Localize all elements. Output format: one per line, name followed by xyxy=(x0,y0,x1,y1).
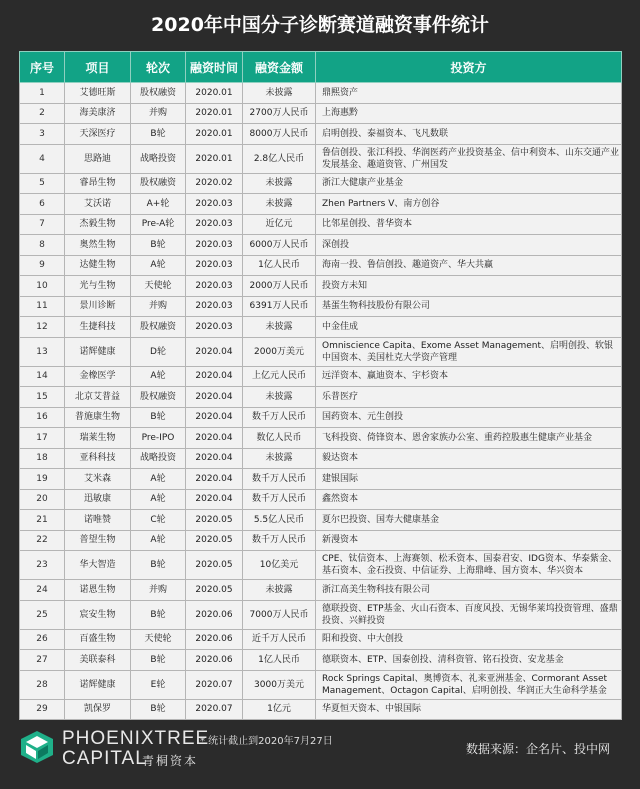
cell-project: 迅敏康 xyxy=(65,489,131,510)
cell-round: B轮 xyxy=(131,235,186,256)
cell-project: 睿昂生物 xyxy=(65,173,131,194)
cell-round: B轮 xyxy=(131,650,186,671)
cell-date: 2020.04 xyxy=(186,407,243,428)
cell-investors: 新漫资本 xyxy=(316,530,622,551)
cell-project: 凯保罗 xyxy=(65,699,131,720)
cell-round: Pre-A轮 xyxy=(131,214,186,235)
table-row xyxy=(20,337,622,366)
cell-index: 10 xyxy=(20,276,65,297)
cell-round: E轮 xyxy=(131,670,186,699)
cell-investors: Rock Springs Capital、奥博资本、礼来亚洲基金、Cormorant Asset Management、Octagon Capital、启明创投、华润正大生命科学基金 xyxy=(316,670,622,699)
cell-date: 2020.07 xyxy=(186,670,243,699)
brand-name-line2: CAPITAL xyxy=(62,748,147,769)
cell-index: 12 xyxy=(20,317,65,338)
cell-index: 1 xyxy=(20,83,65,104)
cell-date: 2020.01 xyxy=(186,103,243,124)
table-header-row xyxy=(20,52,622,83)
cell-round: 天使轮 xyxy=(131,629,186,650)
cell-round: 股权融资 xyxy=(131,173,186,194)
cell-project: 诺恩生物 xyxy=(65,580,131,601)
cell-amount: 3000万美元 xyxy=(243,670,316,699)
cell-investors: 投资方未知 xyxy=(316,276,622,297)
cell-project: 北京艾普益 xyxy=(65,387,131,408)
cell-investors: 德联投资、ETP基金、火山石资本、百度风投、无锡华莱坞投资管理、盛鼎投资、兴鲜投资 xyxy=(316,600,622,629)
cell-amount: 数亿人民币 xyxy=(243,428,316,449)
cell-amount: 未披露 xyxy=(243,317,316,338)
table-row xyxy=(20,317,622,338)
table-row xyxy=(20,670,622,699)
cell-amount: 未披露 xyxy=(243,387,316,408)
cell-date: 2020.05 xyxy=(186,530,243,551)
cell-investors: 建银国际 xyxy=(316,469,622,490)
cell-investors: CPE、钛信资本、上海赛领、松禾资本、国泰君安、IDG资本、华泰紫金、基石资本、金石投资、中信证券、上海鼎峰、国方资本、华兴资本 xyxy=(316,551,622,580)
header-investors: 投资方 xyxy=(316,52,622,83)
table-row xyxy=(20,214,622,235)
cell-index: 21 xyxy=(20,510,65,531)
brand-name-line1: PHOENIXTREE xyxy=(62,728,210,749)
cell-index: 25 xyxy=(20,600,65,629)
cell-round: 天使轮 xyxy=(131,276,186,297)
footnote-cutoff-date: * 统计截止到2020年7月27日 xyxy=(200,736,333,747)
cell-project: 达健生物 xyxy=(65,255,131,276)
cell-amount: 6000万人民币 xyxy=(243,235,316,256)
cell-date: 2020.05 xyxy=(186,551,243,580)
cell-index: 23 xyxy=(20,551,65,580)
cell-round: 并购 xyxy=(131,580,186,601)
cell-date: 2020.03 xyxy=(186,194,243,215)
cell-investors: 上海惠黔 xyxy=(316,103,622,124)
cell-date: 2020.06 xyxy=(186,629,243,650)
cell-date: 2020.01 xyxy=(186,124,243,145)
cell-date: 2020.07 xyxy=(186,699,243,720)
cell-investors: 深创投 xyxy=(316,235,622,256)
data-source: 数据来源：企名片、投中网 xyxy=(465,742,610,756)
cell-project: 诺辉健康 xyxy=(65,337,131,366)
cell-amount: 未披露 xyxy=(243,173,316,194)
header-date: 融资时间 xyxy=(186,52,243,83)
brand-name-chinese: 青桐资本 xyxy=(142,754,199,768)
cell-date: 2020.04 xyxy=(186,387,243,408)
cell-project: 杰毅生物 xyxy=(65,214,131,235)
cell-investors: 阳和投资、中大创投 xyxy=(316,629,622,650)
cell-round: 战略投资 xyxy=(131,144,186,173)
table-row xyxy=(20,629,622,650)
cell-project: 美联泰科 xyxy=(65,650,131,671)
cell-investors: 启明创投、泰福资本、飞凡数联 xyxy=(316,124,622,145)
cell-index: 27 xyxy=(20,650,65,671)
table-row xyxy=(20,580,622,601)
cell-index: 4 xyxy=(20,144,65,173)
cell-project: 天深医疗 xyxy=(65,124,131,145)
cell-index: 13 xyxy=(20,337,65,366)
cell-investors: 德联资本、ETP、国泰创投、清科资管、铭石投资、安龙基金 xyxy=(316,650,622,671)
cell-amount: 6391万人民币 xyxy=(243,296,316,317)
cell-date: 2020.04 xyxy=(186,428,243,449)
cell-index: 28 xyxy=(20,670,65,699)
cell-investors: 毅达资本 xyxy=(316,448,622,469)
cell-index: 19 xyxy=(20,469,65,490)
cell-round: A轮 xyxy=(131,366,186,387)
cell-amount: 数千万人民币 xyxy=(243,469,316,490)
cell-index: 7 xyxy=(20,214,65,235)
cell-index: 3 xyxy=(20,124,65,145)
cell-round: D轮 xyxy=(131,337,186,366)
cell-amount: 1亿人民币 xyxy=(243,255,316,276)
cell-date: 2020.03 xyxy=(186,255,243,276)
cell-index: 18 xyxy=(20,448,65,469)
cell-investors: 鲁信创投、张江科投、华润医药产业投资基金、信中利资本、山东交通产业发展基金、趣道资管、广州国发 xyxy=(316,144,622,173)
cell-investors: Zhen Partners V、南方创谷 xyxy=(316,194,622,215)
page-title: 2020年中国分子诊断赛道融资事件统计 xyxy=(151,14,489,36)
table-row xyxy=(20,489,622,510)
cell-amount: 1亿人民币 xyxy=(243,650,316,671)
cell-amount: 8000万人民币 xyxy=(243,124,316,145)
header-index: 序号 xyxy=(20,52,65,83)
cell-amount: 2000万美元 xyxy=(243,337,316,366)
cell-investors: 基蛋生物科技股份有限公司 xyxy=(316,296,622,317)
cell-date: 2020.03 xyxy=(186,296,243,317)
cell-amount: 2000万人民币 xyxy=(243,276,316,297)
cell-project: 百盛生物 xyxy=(65,629,131,650)
cell-investors: 海南一投、鲁信创投、趣道资产、华大共赢 xyxy=(316,255,622,276)
table-row xyxy=(20,276,622,297)
cell-date: 2020.02 xyxy=(186,173,243,194)
table-row xyxy=(20,296,622,317)
cell-round: 股权融资 xyxy=(131,83,186,104)
table-row xyxy=(20,387,622,408)
cell-date: 2020.04 xyxy=(186,337,243,366)
cell-amount: 未披露 xyxy=(243,194,316,215)
cell-amount: 未披露 xyxy=(243,83,316,104)
header-project: 项目 xyxy=(65,52,131,83)
header-amount: 融资金额 xyxy=(243,52,316,83)
cell-investors: 国药资本、元生创投 xyxy=(316,407,622,428)
table-row xyxy=(20,428,622,449)
table-row xyxy=(20,699,622,720)
footer xyxy=(0,724,640,784)
cell-project: 普望生物 xyxy=(65,530,131,551)
cell-amount: 未披露 xyxy=(243,448,316,469)
cell-round: 股权融资 xyxy=(131,387,186,408)
cell-date: 2020.03 xyxy=(186,235,243,256)
table-row xyxy=(20,448,622,469)
cell-amount: 1亿元 xyxy=(243,699,316,720)
cell-index: 29 xyxy=(20,699,65,720)
cell-investors: 乐普医疗 xyxy=(316,387,622,408)
header-round: 轮次 xyxy=(131,52,186,83)
funding-table xyxy=(19,51,622,720)
cell-round: 并购 xyxy=(131,296,186,317)
cell-project: 艾德旺斯 xyxy=(65,83,131,104)
table-row xyxy=(20,650,622,671)
cell-date: 2020.05 xyxy=(186,580,243,601)
table-row xyxy=(20,144,622,173)
cell-investors: 比邻星创投、普华资本 xyxy=(316,214,622,235)
cell-index: 14 xyxy=(20,366,65,387)
cell-project: 奥然生物 xyxy=(65,235,131,256)
cell-date: 2020.01 xyxy=(186,83,243,104)
cell-date: 2020.06 xyxy=(186,650,243,671)
table-row xyxy=(20,124,622,145)
cell-amount: 近千万人民币 xyxy=(243,629,316,650)
cell-date: 2020.03 xyxy=(186,214,243,235)
cell-date: 2020.04 xyxy=(186,366,243,387)
cell-project: 艾米森 xyxy=(65,469,131,490)
cell-round: A+轮 xyxy=(131,194,186,215)
cell-index: 9 xyxy=(20,255,65,276)
cell-index: 24 xyxy=(20,580,65,601)
cell-round: B轮 xyxy=(131,600,186,629)
cell-investors: 夏尔巴投资、国寿大健康基金 xyxy=(316,510,622,531)
phoenixtree-logo-icon xyxy=(20,730,54,764)
cell-date: 2020.06 xyxy=(186,600,243,629)
cell-date: 2020.05 xyxy=(186,510,243,531)
cell-amount: 2700万人民币 xyxy=(243,103,316,124)
table-row xyxy=(20,103,622,124)
cell-date: 2020.04 xyxy=(186,469,243,490)
table-row xyxy=(20,551,622,580)
cell-investors: 浙江高美生物科技有限公司 xyxy=(316,580,622,601)
cell-project: 诺唯赞 xyxy=(65,510,131,531)
cell-project: 思路迪 xyxy=(65,144,131,173)
cell-index: 11 xyxy=(20,296,65,317)
cell-round: A轮 xyxy=(131,255,186,276)
cell-amount: 数千万人民币 xyxy=(243,489,316,510)
cell-round: Pre-IPO xyxy=(131,428,186,449)
cell-amount: 未披露 xyxy=(243,580,316,601)
cell-round: 并购 xyxy=(131,103,186,124)
table-row xyxy=(20,510,622,531)
cell-index: 16 xyxy=(20,407,65,428)
cell-amount: 数千万人民币 xyxy=(243,407,316,428)
cell-investors: 鑫然资本 xyxy=(316,489,622,510)
cell-date: 2020.04 xyxy=(186,489,243,510)
cell-round: C轮 xyxy=(131,510,186,531)
table-row xyxy=(20,173,622,194)
cell-project: 瑞莱生物 xyxy=(65,428,131,449)
cell-project: 艾沃诺 xyxy=(65,194,131,215)
cell-amount: 数千万人民币 xyxy=(243,530,316,551)
cell-date: 2020.03 xyxy=(186,276,243,297)
cell-round: A轮 xyxy=(131,469,186,490)
cell-round: 股权融资 xyxy=(131,317,186,338)
cell-amount: 近亿元 xyxy=(243,214,316,235)
cell-amount: 7000万人民币 xyxy=(243,600,316,629)
cell-index: 8 xyxy=(20,235,65,256)
cell-investors: 中金佳成 xyxy=(316,317,622,338)
cell-date: 2020.04 xyxy=(186,448,243,469)
cell-round: A轮 xyxy=(131,530,186,551)
table-row xyxy=(20,255,622,276)
cell-project: 光与生物 xyxy=(65,276,131,297)
table-row xyxy=(20,235,622,256)
cell-amount: 5.5亿人民币 xyxy=(243,510,316,531)
cell-index: 5 xyxy=(20,173,65,194)
table-row xyxy=(20,407,622,428)
cell-investors: 鼎熙资产 xyxy=(316,83,622,104)
cell-investors: Omniscience Capita、Exome Asset Management、启明创投、软银中国资本、美国杜克大学资产管理 xyxy=(316,337,622,366)
cell-amount: 上亿元人民币 xyxy=(243,366,316,387)
cell-date: 2020.03 xyxy=(186,317,243,338)
cell-index: 22 xyxy=(20,530,65,551)
cell-index: 6 xyxy=(20,194,65,215)
cell-investors: 远洋资本、赢迪资本、宇杉资本 xyxy=(316,366,622,387)
cell-investors: 浙江大健康产业基金 xyxy=(316,173,622,194)
cell-round: B轮 xyxy=(131,407,186,428)
cell-project: 华大智造 xyxy=(65,551,131,580)
cell-date: 2020.01 xyxy=(186,144,243,173)
cell-amount: 2.8亿人民币 xyxy=(243,144,316,173)
table-row xyxy=(20,366,622,387)
cell-project: 海美康济 xyxy=(65,103,131,124)
cell-index: 15 xyxy=(20,387,65,408)
cell-investors: 华夏恒天资本、中银国际 xyxy=(316,699,622,720)
cell-round: B轮 xyxy=(131,551,186,580)
cell-round: B轮 xyxy=(131,124,186,145)
table-row xyxy=(20,530,622,551)
cell-index: 17 xyxy=(20,428,65,449)
cell-project: 生捷科技 xyxy=(65,317,131,338)
table-row xyxy=(20,600,622,629)
table-row xyxy=(20,83,622,104)
cell-project: 普施康生物 xyxy=(65,407,131,428)
cell-investors: 飞科投资、倚锋资本、恩舍家族办公室、重药控股惠生健康产业基金 xyxy=(316,428,622,449)
cell-project: 亚科科技 xyxy=(65,448,131,469)
cell-project: 宸安生物 xyxy=(65,600,131,629)
cell-project: 景川诊断 xyxy=(65,296,131,317)
table-row xyxy=(20,194,622,215)
cell-round: 战略投资 xyxy=(131,448,186,469)
cell-round: A轮 xyxy=(131,489,186,510)
cell-amount: 10亿美元 xyxy=(243,551,316,580)
cell-index: 26 xyxy=(20,629,65,650)
cell-index: 20 xyxy=(20,489,65,510)
cell-round: B轮 xyxy=(131,699,186,720)
cell-index: 2 xyxy=(20,103,65,124)
cell-project: 金橡医学 xyxy=(65,366,131,387)
table-row xyxy=(20,469,622,490)
cell-project: 诺辉健康 xyxy=(65,670,131,699)
